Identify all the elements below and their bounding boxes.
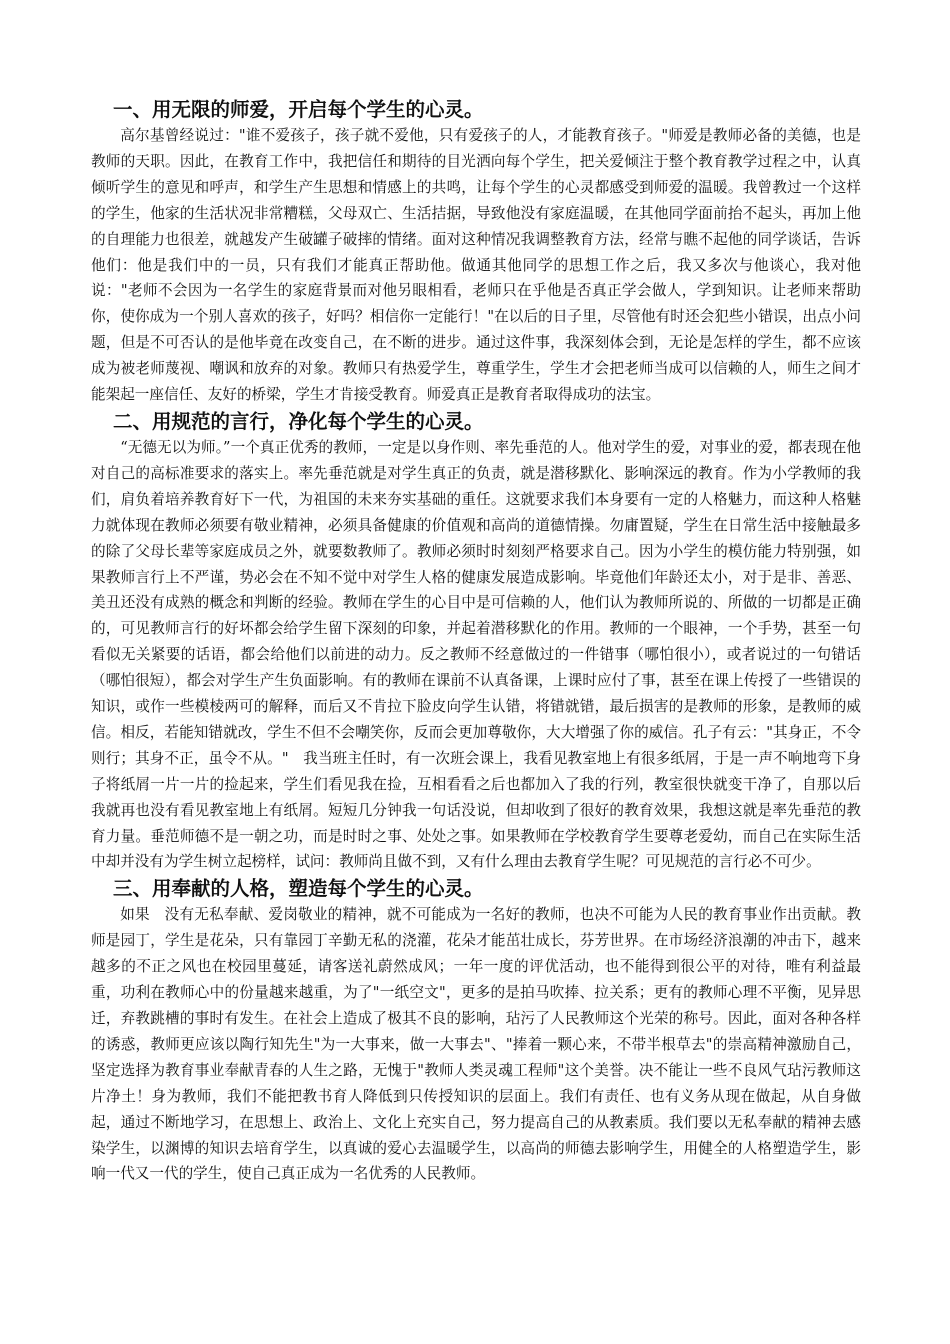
section-paragraph: 如果 没有无私奉献、爱岗敬业的精神，就不可能成为一名好的教师，也决不可能为人民的教育事业作出贡献。教师是园丁，学生是花朵，只有靠园丁辛勤无私的浇灌，花朵才能茁壮成长，芬芳世界。在市场经济浪潮的冲击下，越来越多的不正之风也在校园里蔓延，请客送礼蔚然成风；一年一度的评优活动，也不能得到很公平的对待，唯有利益最重，功利在教师心中的份量越来越重，为了"一纸空文"，更多的是拍马吹捧、拉关系；更有的教师心理不平衡，见异思迁，弃教跳槽的事时有发生。在社会上造成了极其不良的影响，玷污了人民教师这个光荣的称号。因此，面对各种各样的诱惑，教师更应该以陶行知先生"为一大事来，做一大事去"、"捧着一颗心来，不带半根草去"的崇高精神激励自己，坚定选择为教育事业奉献青春的人生之路，无愧于"教师人类灵魂工程师"这个美誉。决不能让一些不良风气玷污教师这片净土！身为教师，我们不能把教书育人降低到只传授知识的层面上。我们有责任、也有义务从现在做起，从自身做起，通过不断地学习，在思想上、政治上、文化上充实自己，努力提高自己的从教素质。我们要以无私奉献的精神去感染学生，以渊博的知识去培育学生，以真诚的爱心去温暖学生，以高尚的师德去影响学生，用健全的人格塑造学生，影响一代又一代的学生，使自己真正成为一名优秀的人民教师。: [91, 906, 861, 1183]
section-paragraph: 高尔基曾经说过："谁不爱孩子，孩子就不爱他，只有爱孩子的人，才能教育孩子。"师爱是教师必备的美德，也是教师的天职。因此，在教育工作中，我把信任和期待的目光洒向每个学生，把关爱倾注于整个教育教学过程之中，认真倾听学生的意见和呼声，和学生产生思想和情感上的共鸣，让每个学生的心灵都感受到师爱的温暖。我曾教过一个这样的学生，他家的生活状况非常糟糕，父母双亡、生活拮据，导致他没有家庭温暖，在其他同学面前抬不起头，再加上他的自理能力也很差，就越发产生破罐子破摔的情绪。面对这种情况我调整教育方法，经常与瞧不起他的同学谈话，告诉他们：他是我们中的一员，只有我们才能真正帮助他。做通其他同学的思想工作之后，我又多次与他谈心，我对他说："老师不会因为一名学生的家庭背景而对他另眼相看，老师只在乎他是否真正学会做人，学到知识。让老师来帮助你，使你成为一个别人喜欢的孩子，好吗？相信你一定能行！"在以后的日子里，尽管他有时还会犯些小错误，出点小问题，但是不可否认的是他毕竟在改变自己，在不断的进步。通过这件事，我深刻体会到，无论是怎样的学生，都不应该成为被老师蔑视、嘲讽和放弃的对象。教师只有热爱学生，尊重学生，学生才会把老师当成可以信赖的人，师生之间才能架起一座信任、友好的桥梁，学生才肯接受教育。师爱真正是教育者取得成功的法宝。: [91, 127, 861, 404]
section-heading: 三、用奉献的人格，塑造每个学生的心灵。: [113, 877, 484, 901]
section-2: [91, 408, 861, 875]
section-heading: 一、用无限的师爱，开启每个学生的心灵。: [113, 98, 484, 121]
section-3: [91, 875, 861, 1187]
document-page: [91, 96, 861, 1187]
section-heading: 二、用规范的言行，净化每个学生的心灵。: [113, 409, 484, 433]
section-1: [91, 96, 861, 408]
section-paragraph: “无德无以为师。”一个真正优秀的教师，一定是以身作则、率先垂范的人。他对学生的爱，对事业的爱，都表现在他对自己的高标准要求的落实上。率先垂范就是对学生真正的负责，就是潜移默化、影响深远的教育。作为小学教师的我们，肩负着培养教育好下一代，为祖国的未来夯实基础的重任。这就要求我们本身要有一定的人格魅力，而这种人格魅力就体现在教师必须要有敬业精神，必须具备健康的价值观和高尚的道德情操。勿庸置疑，学生在日常生活中接触最多的除了父母长辈等家庭成员之外，就要数教师了。教师必须时时刻刻严格要求自己。因为小学生的模仿能力特别强，如果教师言行上不严谨，势必会在不知不觉中对学生人格的健康发展造成影响。毕竟他们年龄还太小，对于是非、善恶、美丑还没有成熟的概念和判断的经验。教师在学生的心目中是可信赖的人，他们认为教师所说的、所做的一切都是正确的，可见教师言行的好坏都会给学生留下深刻的印象，并起着潜移默化的作用。教师的一个眼神，一个手势，甚至一句看似无关紧要的话语，都会给他们以前进的动力。反之教师不经意做过的一件错事（哪怕很小），或者说过的一句错话（哪怕很短），都会对学生产生负面影响。有的教师在课前不认真备课，上课时应付了事，甚至在课上传授了一些错误的知识，或作一些模棱两可的解释，而后又不肯拉下脸皮向学生认错，将错就错，最后损害的是教师的形象，是教师的威信。相反，若能知错就改，学生不但不会嘲笑你，反而会更加尊敬你，大大增强了你的威信。孔子有云："其身正，不令则行；其身不正，虽令不从。" 我当班主任时，有一次班会课上，我看见教室地上有很多纸屑，于是一声不响地弯下身子将纸屑一片一片的捡起来，学生们看见我在捡，互相看看之后也都加入了我的行列，教室很快就变干净了，自那以后我就再也没有看见教室地上有纸屑。短短几分钟我一句话没说，但却收到了很好的教育效果，我想这就是率先垂范的教育力量。垂范师德不是一朝之功，而是时时之事、处处之事。如果教师在学校教育学生要尊老爱幼，而自己在实际生活中却并没有为学生树立起榜样，试问：教师尚且做不到，又有什么理由去教育学生呢？可见规范的言行必不可少。: [91, 438, 861, 871]
